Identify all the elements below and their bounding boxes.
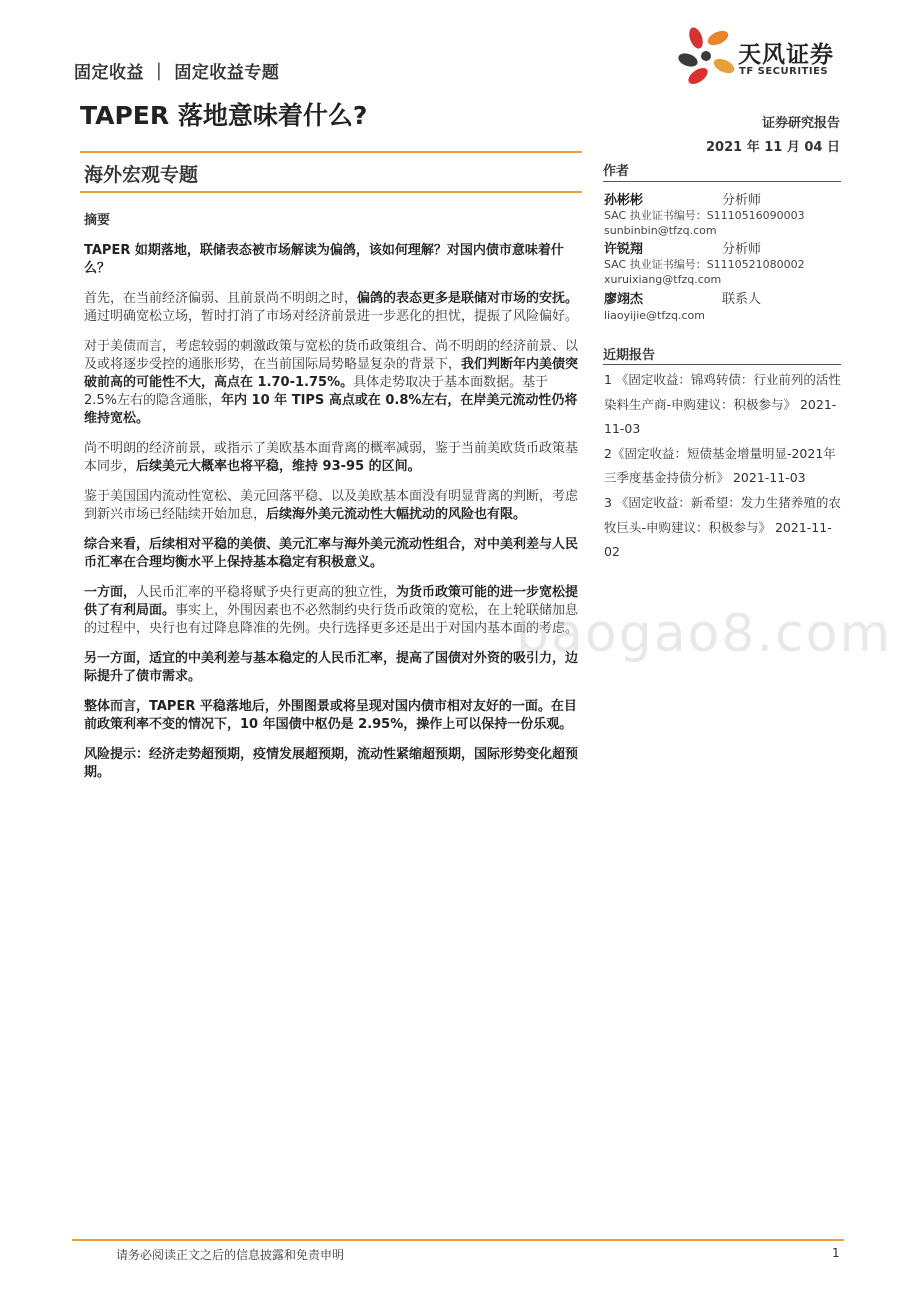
author-role: 联系人 [722,292,762,307]
text: 事实上，外围因素也不必然制约央行货币政策的宽松，在上轮联储加息的过程中，央行也有过降息降准的先例。央行选择更多还是出于对国内基本面的考虑。 [84,603,579,636]
abstract-heading: 摘要 [84,213,111,228]
author-cert: SAC 执业证书编号：S1110516090003 [604,209,805,222]
bold-text: TAPER 如期落地，联储表态被市场解读为偏鸽，该如何理解？对国内债市意味着什么？ [84,243,564,276]
abstract-paragraph [84,698,580,734]
text: 尚不明朗的经济前景，或指示了美欧基本面背离的概率减弱，鉴于当前美欧货币政策基本同步， [84,441,579,474]
abstract-paragraph [84,290,580,326]
abstract-paragraph [84,242,580,278]
report-title: TAPER 落地意味着什么? [80,101,368,130]
page-number: 1 [832,1246,840,1260]
author-role: 分析师 [722,193,762,208]
bold-text: 后续美元大概率也将平稳，维持 93-95 的区间。 [136,459,421,474]
author-name: 孙彬彬 [604,193,644,208]
bold-text: 为货币政策可能的进一步宽松提供了有利局面。 [84,585,579,618]
bold-text: 整体而言，TAPER 平稳落地后，外围图景或将呈现对国内债市相对友好的一面。在目前政策利率不变的情况下，10 年国债中枢仍是 2.95%，操作上可以保持一份乐观。 [84,699,577,732]
recent-report-item[interactable]: 1 《固定收益：锦鸡转债：行业前列的活性染料生产商-申购建议：积极参与》 2021-11-03 [604,372,841,437]
text: 对于美债而言，考虑较弱的刺激政策与宽松的货币政策组合、尚不明朗的经济前景、以及或将逐步受控的通胀形势，在当前国际局势略显复杂的背景下， [84,339,579,372]
author-cert: SAC 执业证书编号：S1110521080002 [604,258,805,271]
watermark: baogao8.com [516,604,893,664]
recent-report-item[interactable]: 2《固定收益：短债基金增量明显-2021年三季度基金持债分析》 2021-11-03 [604,445,836,486]
divider [80,191,582,193]
divider [603,181,841,182]
bold-text: 综合来看，后续相对平稳的美债、美元汇率与海外美元流动性组合，对中美利差与人民币汇率在合理均衡水平上保持基本稳定有积极意义。 [84,537,579,570]
text: 具体走势取决于基本面数据。基于 2.5%左右的隐含通胀， [84,375,549,408]
bold-text: 另一方面，适宜的中美利差与基本稳定的人民币汇率，提高了国债对外资的吸引力，边际提升了债市需求。 [84,651,579,684]
abstract-paragraph [84,584,580,638]
text: 首先，在当前经济偏弱、且前景尚不明朗之时， [84,291,358,306]
author-email[interactable]: sunbinbin@tfzq.com [604,224,717,237]
abstract-paragraph [84,440,580,476]
tf-logo-icon [676,20,740,86]
abstract-body [84,242,580,782]
abstract-paragraph [84,650,580,686]
author-email[interactable]: xuruixiang@tfzq.com [604,273,722,286]
bold-text: 风险提示：经济走势超预期，疫情发展超预期，流动性紧缩超预期，国际形势变化超预期。 [84,747,579,780]
text: 鉴于美国国内流动性宽松、美元回落平稳、以及美欧基本面没有明显背离的判断，考虑到新兴市场已经陆续开始加息， [84,489,579,522]
bold-text: 一方面， [84,585,137,600]
bold-text: 偏鸽的表态更多是联储对市场的安抚。 [357,291,579,306]
abstract-paragraph [84,746,580,782]
divider [603,364,841,365]
abstract [84,212,580,794]
footer-divider [72,1239,844,1241]
abstract-paragraph [84,338,580,428]
author-role: 分析师 [722,242,762,257]
bold-text: 我们判断年内美债突破前高的可能性不大，高点在 1.70-1.75%。 [84,357,579,390]
bold-text: 后续海外美元流动性大幅扰动的风险也有限。 [266,507,527,522]
authors-heading: 作者 [603,164,630,179]
footer-disclaimer[interactable]: 请务必阅读正文之后的信息披露和免责申明 [116,1248,345,1262]
text: 人民币汇率的平稳将赋予央行更高的独立性， [136,585,397,600]
recent-heading: 近期报告 [603,348,656,363]
divider [80,151,582,153]
header-category: 固定收益 ｜ 固定收益专题 [74,63,280,83]
author-entry [604,238,840,287]
logo-subtext: TF SECURITIES [739,66,829,77]
recent-report-item[interactable]: 3 《固定收益：新希望：发力生猪养殖的农牧巨头-申购建议：积极参与》 2021-11-02 [604,494,841,560]
bold-text: 年内 10 年 TIPS 高点或在 0.8%左右，在岸美元流动性仍将维持宽松。 [84,393,578,426]
recent-reports-list [604,368,842,565]
author-entry [604,189,840,238]
author-email[interactable]: liaoyijie@tfzq.com [604,309,705,322]
logo-text: 天风证券 [738,42,834,68]
report-type: 证券研究报告 [761,116,840,131]
author-name: 许锐翔 [604,242,644,257]
section-title: 海外宏观专题 [84,164,199,186]
abstract-paragraph [84,488,580,524]
abstract-paragraph [84,536,580,572]
author-entry [604,288,840,323]
author-name: 廖翊杰 [604,292,644,307]
text: 通过明确宽松立场，暂时打消了市场对经济前景进一步恶化的担忧，提振了风险偏好。 [84,309,579,324]
report-date: 2021 年 11 月 04 日 [706,140,840,155]
